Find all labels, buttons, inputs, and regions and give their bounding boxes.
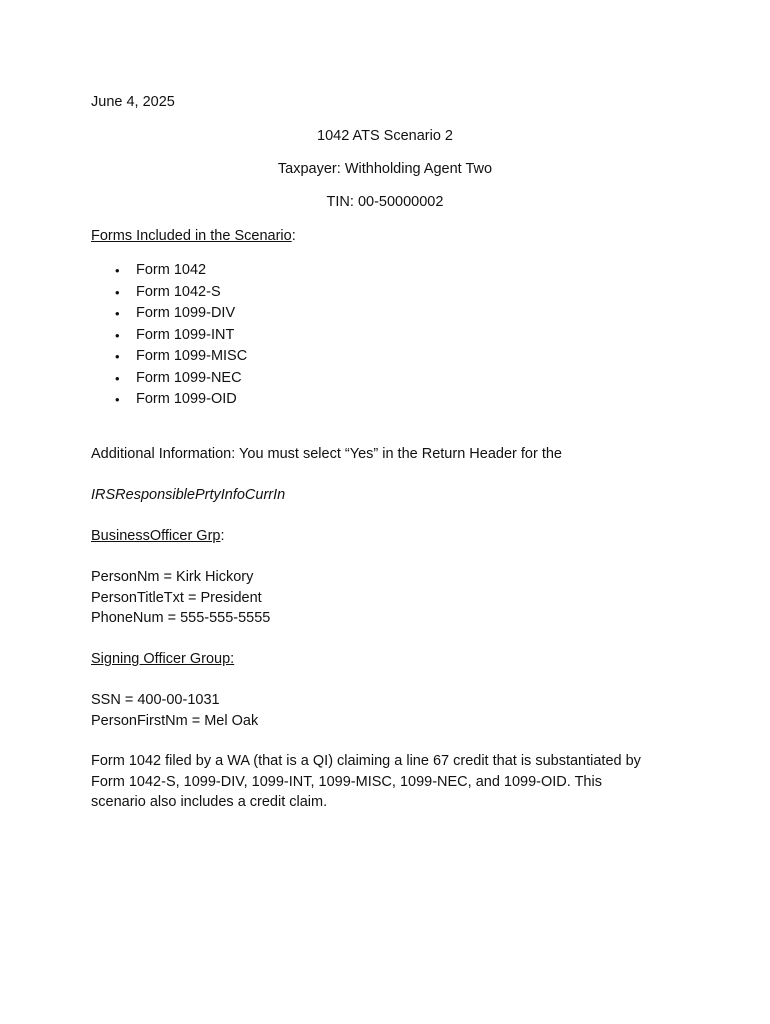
summary-line-2: Form 1042-S, 1099-DIV, 1099-INT, 1099-MISC, 1099-NEC, and 1099-OID. This [91,774,602,790]
business-officer-heading [91,526,225,546]
list-item [91,260,247,282]
tin-line: TIN: 00-50000002 [326,194,444,210]
first-name-line: PersonFirstNm = Mel Oak [91,713,259,729]
summary-line-1: Form 1042 filed by a WA (that is a QI) claiming a line 67 credit that is substantiated by [91,753,641,769]
bullet-icon: • [115,370,120,386]
form-item-label: Form 1042 [136,262,207,278]
list-item [91,282,247,304]
business-officer-heading-label: BusinessOfficer Grp [91,528,221,544]
taxpayer-line: Taxpayer: Withholding Agent Two [277,161,493,177]
person-title-line: PersonTitleTxt = President [91,590,262,606]
additional-info-text: Additional Information: You must select “Yes” in the Return Header for the [91,446,562,462]
signing-officer-heading: Signing Officer Group: [91,651,235,667]
ssn-line: SSN = 400-00-1031 [91,692,220,708]
list-item [91,325,247,347]
forms-heading-colon: : [291,228,296,244]
person-name-line: PersonNm = Kirk Hickory [91,569,254,585]
responsible-party-element: IRSResponsiblePrtyInfoCurrIn [91,487,286,503]
bullet-icon: • [115,306,120,321]
forms-list [91,260,247,411]
bullet-icon: • [115,284,120,300]
document-date: June 4, 2025 [91,94,175,110]
phone-line: PhoneNum = 555-555-5555 [91,610,271,626]
form-item-label: Form 1099-MISC [136,348,248,364]
list-item [91,389,247,411]
list-item [91,303,247,325]
form-item-label: Form 1099-DIV [136,305,236,321]
list-item [91,346,247,368]
bullet-icon: • [115,263,120,278]
form-item-label: Form 1099-INT [136,326,235,343]
list-item [91,368,247,390]
form-item-label: Form 1099-OID [136,391,237,407]
bullet-icon: • [115,327,120,343]
form-item-label: Form 1099-NEC [136,369,242,386]
business-officer-heading-colon: : [220,528,225,544]
forms-heading-label: Forms Included in the Scenario [91,228,292,244]
document-title: 1042 ATS Scenario 2 [317,128,453,144]
forms-heading [91,226,296,246]
form-item-label: Form 1042-S [136,283,221,300]
bullet-icon: • [115,349,120,364]
bullet-icon: • [115,392,120,407]
summary-line-3: scenario also includes a credit claim. [91,794,328,810]
